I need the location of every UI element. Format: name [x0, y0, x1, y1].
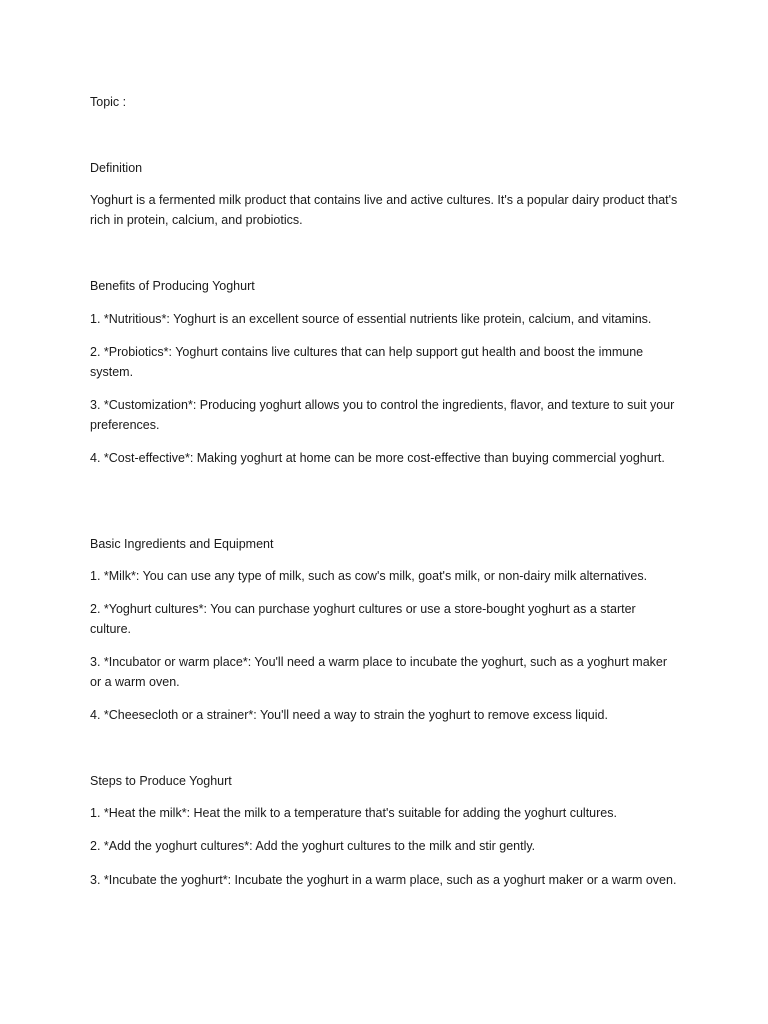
benefit-item-3: 3. *Customization*: Producing yoghurt allows you to control the ingredients, flavor, and texture to suit your preferences. [90, 398, 675, 432]
benefit-item-2: 2. *Probiotics*: Yoghurt contains live cultures that can help support gut health and boost the immune system. [90, 345, 644, 379]
ingredients-heading: Basic Ingredients and Equipment [90, 537, 274, 551]
ingredient-item-4: 4. *Cheesecloth or a strainer*: You'll need a way to strain the yoghurt to remove excess liquid. [90, 708, 608, 722]
ingredient-item-1: 1. *Milk*: You can use any type of milk, such as cow's milk, goat's milk, or non-dairy milk alternatives. [90, 569, 648, 583]
topic-label: Topic : [90, 95, 127, 109]
steps-heading: Steps to Produce Yoghurt [90, 774, 232, 788]
ingredient-item-2: 2. *Yoghurt cultures*: You can purchase yoghurt cultures or use a store-bought yoghurt as a starter culture. [90, 602, 636, 636]
benefit-item-4: 4. *Cost-effective*: Making yoghurt at home can be more cost-effective than buying commercial yoghurt. [90, 451, 665, 465]
step-item-3: 3. *Incubate the yoghurt*: Incubate the yoghurt in a warm place, such as a yoghurt maker or a warm oven. [90, 873, 677, 887]
benefits-heading: Benefits of Producing Yoghurt [90, 279, 255, 293]
definition-text: Yoghurt is a fermented milk product that contains live and active cultures. It's a popular dairy product that's rich in protein, calcium, and probiotics. [90, 193, 678, 227]
step-item-2: 2. *Add the yoghurt cultures*: Add the yoghurt cultures to the milk and stir gently. [90, 839, 536, 853]
step-item-1: 1. *Heat the milk*: Heat the milk to a temperature that's suitable for adding the yoghurt cultures. [90, 806, 617, 820]
benefit-item-1: 1. *Nutritious*: Yoghurt is an excellent source of essential nutrients like protein, calcium, and vitamins. [90, 312, 652, 326]
definition-heading: Definition [90, 161, 143, 175]
ingredient-item-3: 3. *Incubator or warm place*: You'll need a warm place to incubate the yoghurt, such as a yoghurt maker or a warm oven. [90, 655, 668, 689]
